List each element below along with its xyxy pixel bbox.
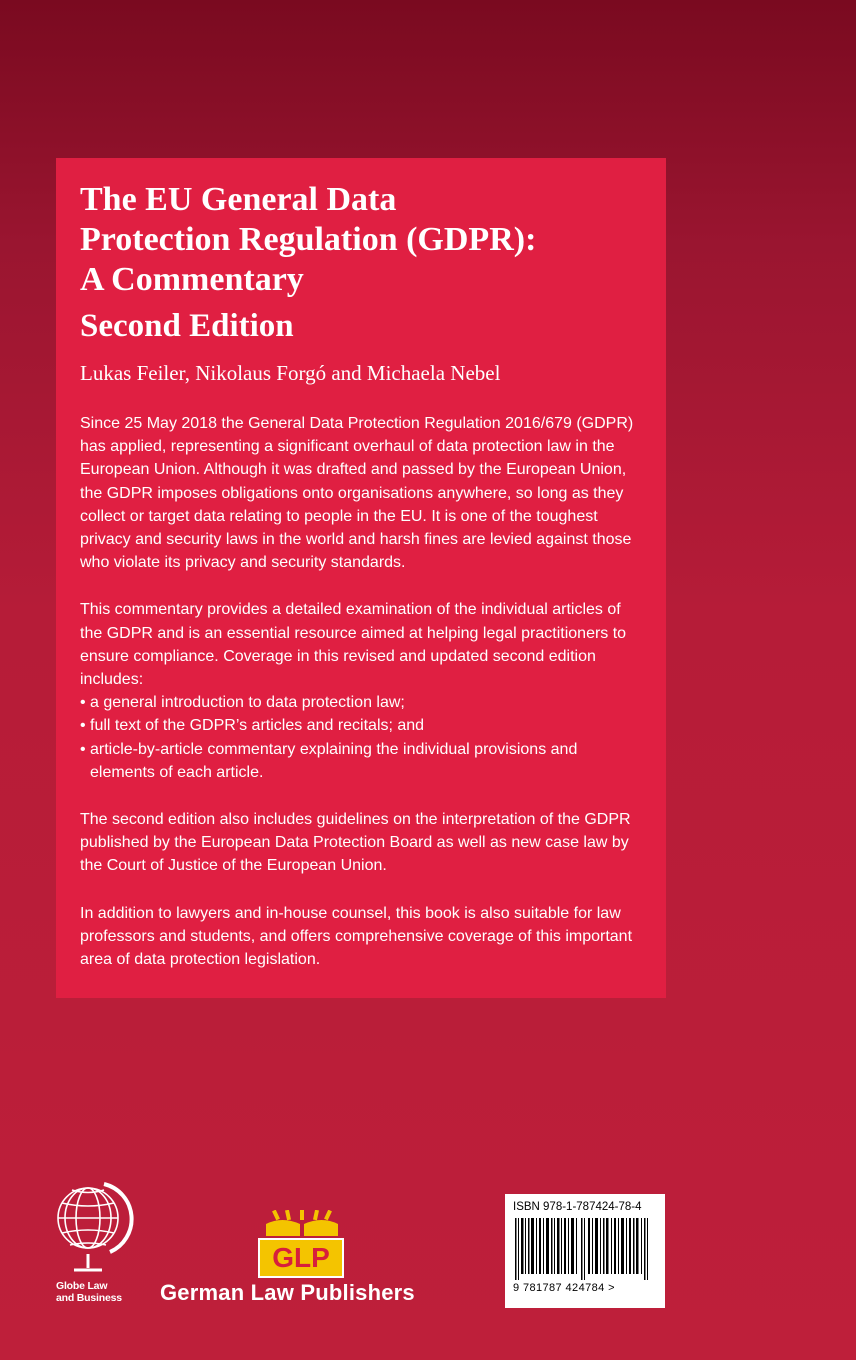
description-panel <box>56 158 666 998</box>
blurb-paragraph: The second edition also includes guidelines on the interpretation of the GDPR published by the European Data Protection Board as well as new case law by the Court of Justice of the European Union. <box>80 811 631 875</box>
blurb <box>80 412 642 971</box>
globe-logo-line: Globe Law <box>56 1280 108 1292</box>
isbn-label: ISBN 978-1-787424-78-4 <box>513 1201 642 1213</box>
edition: Second Edition <box>80 308 294 344</box>
list-item: • full text of the GDPR’s articles and recitals; and <box>80 714 642 737</box>
globe-law-logo-text <box>56 1280 122 1304</box>
blurb-paragraph: Since 25 May 2018 the General Data Protection Regulation 2016/679 (GDPR) has applied, representing a significant overhaul of data protection law in the European Union. Although it was drafted and passed by the European Union, the GDPR imposes obligations onto organisations anywhere, so long as they collect or target data relating to people in the EU. It is one of the toughest privacy and security laws in the world and harsh fines are levied against those who violate its privacy and security standards. <box>80 415 634 572</box>
book-title <box>80 180 642 300</box>
coverage-list <box>80 691 642 784</box>
barcode-digits: 9 781787 424784 > <box>513 1282 615 1294</box>
glp-badge: GLP <box>258 1238 344 1278</box>
title-line: A Commentary <box>80 261 304 298</box>
publisher-name: German Law Publishers <box>160 1280 415 1305</box>
list-item: • article-by-article commentary explaining the individual provisions and elements of each article. <box>80 738 642 784</box>
authors: Lukas Feiler, Nikolaus Forgó and Michaela Nebel <box>80 361 501 385</box>
title-line: The EU General Data <box>80 181 397 218</box>
globe-logo-line: and Business <box>56 1292 122 1304</box>
title-line: Protection Regulation (GDPR): <box>80 221 537 258</box>
glp-logo <box>160 1208 450 1308</box>
blurb-paragraph: In addition to lawyers and in-house counsel, this book is also suitable for law professors and students, and offers comprehensive coverage of this important area of data protection legislation. <box>80 904 633 969</box>
barcode-icon <box>513 1218 657 1280</box>
blurb-paragraph: This commentary provides a detailed examination of the individual articles of the GDPR and is an essential resource aimed at helping legal practitioners to ensure compliance. Coverage in this revised and updated second edition includes: <box>80 601 627 689</box>
open-book-icon <box>260 1210 344 1240</box>
isbn-barcode-box <box>505 1194 665 1308</box>
list-item: • a general introduction to data protection law; <box>80 691 642 714</box>
